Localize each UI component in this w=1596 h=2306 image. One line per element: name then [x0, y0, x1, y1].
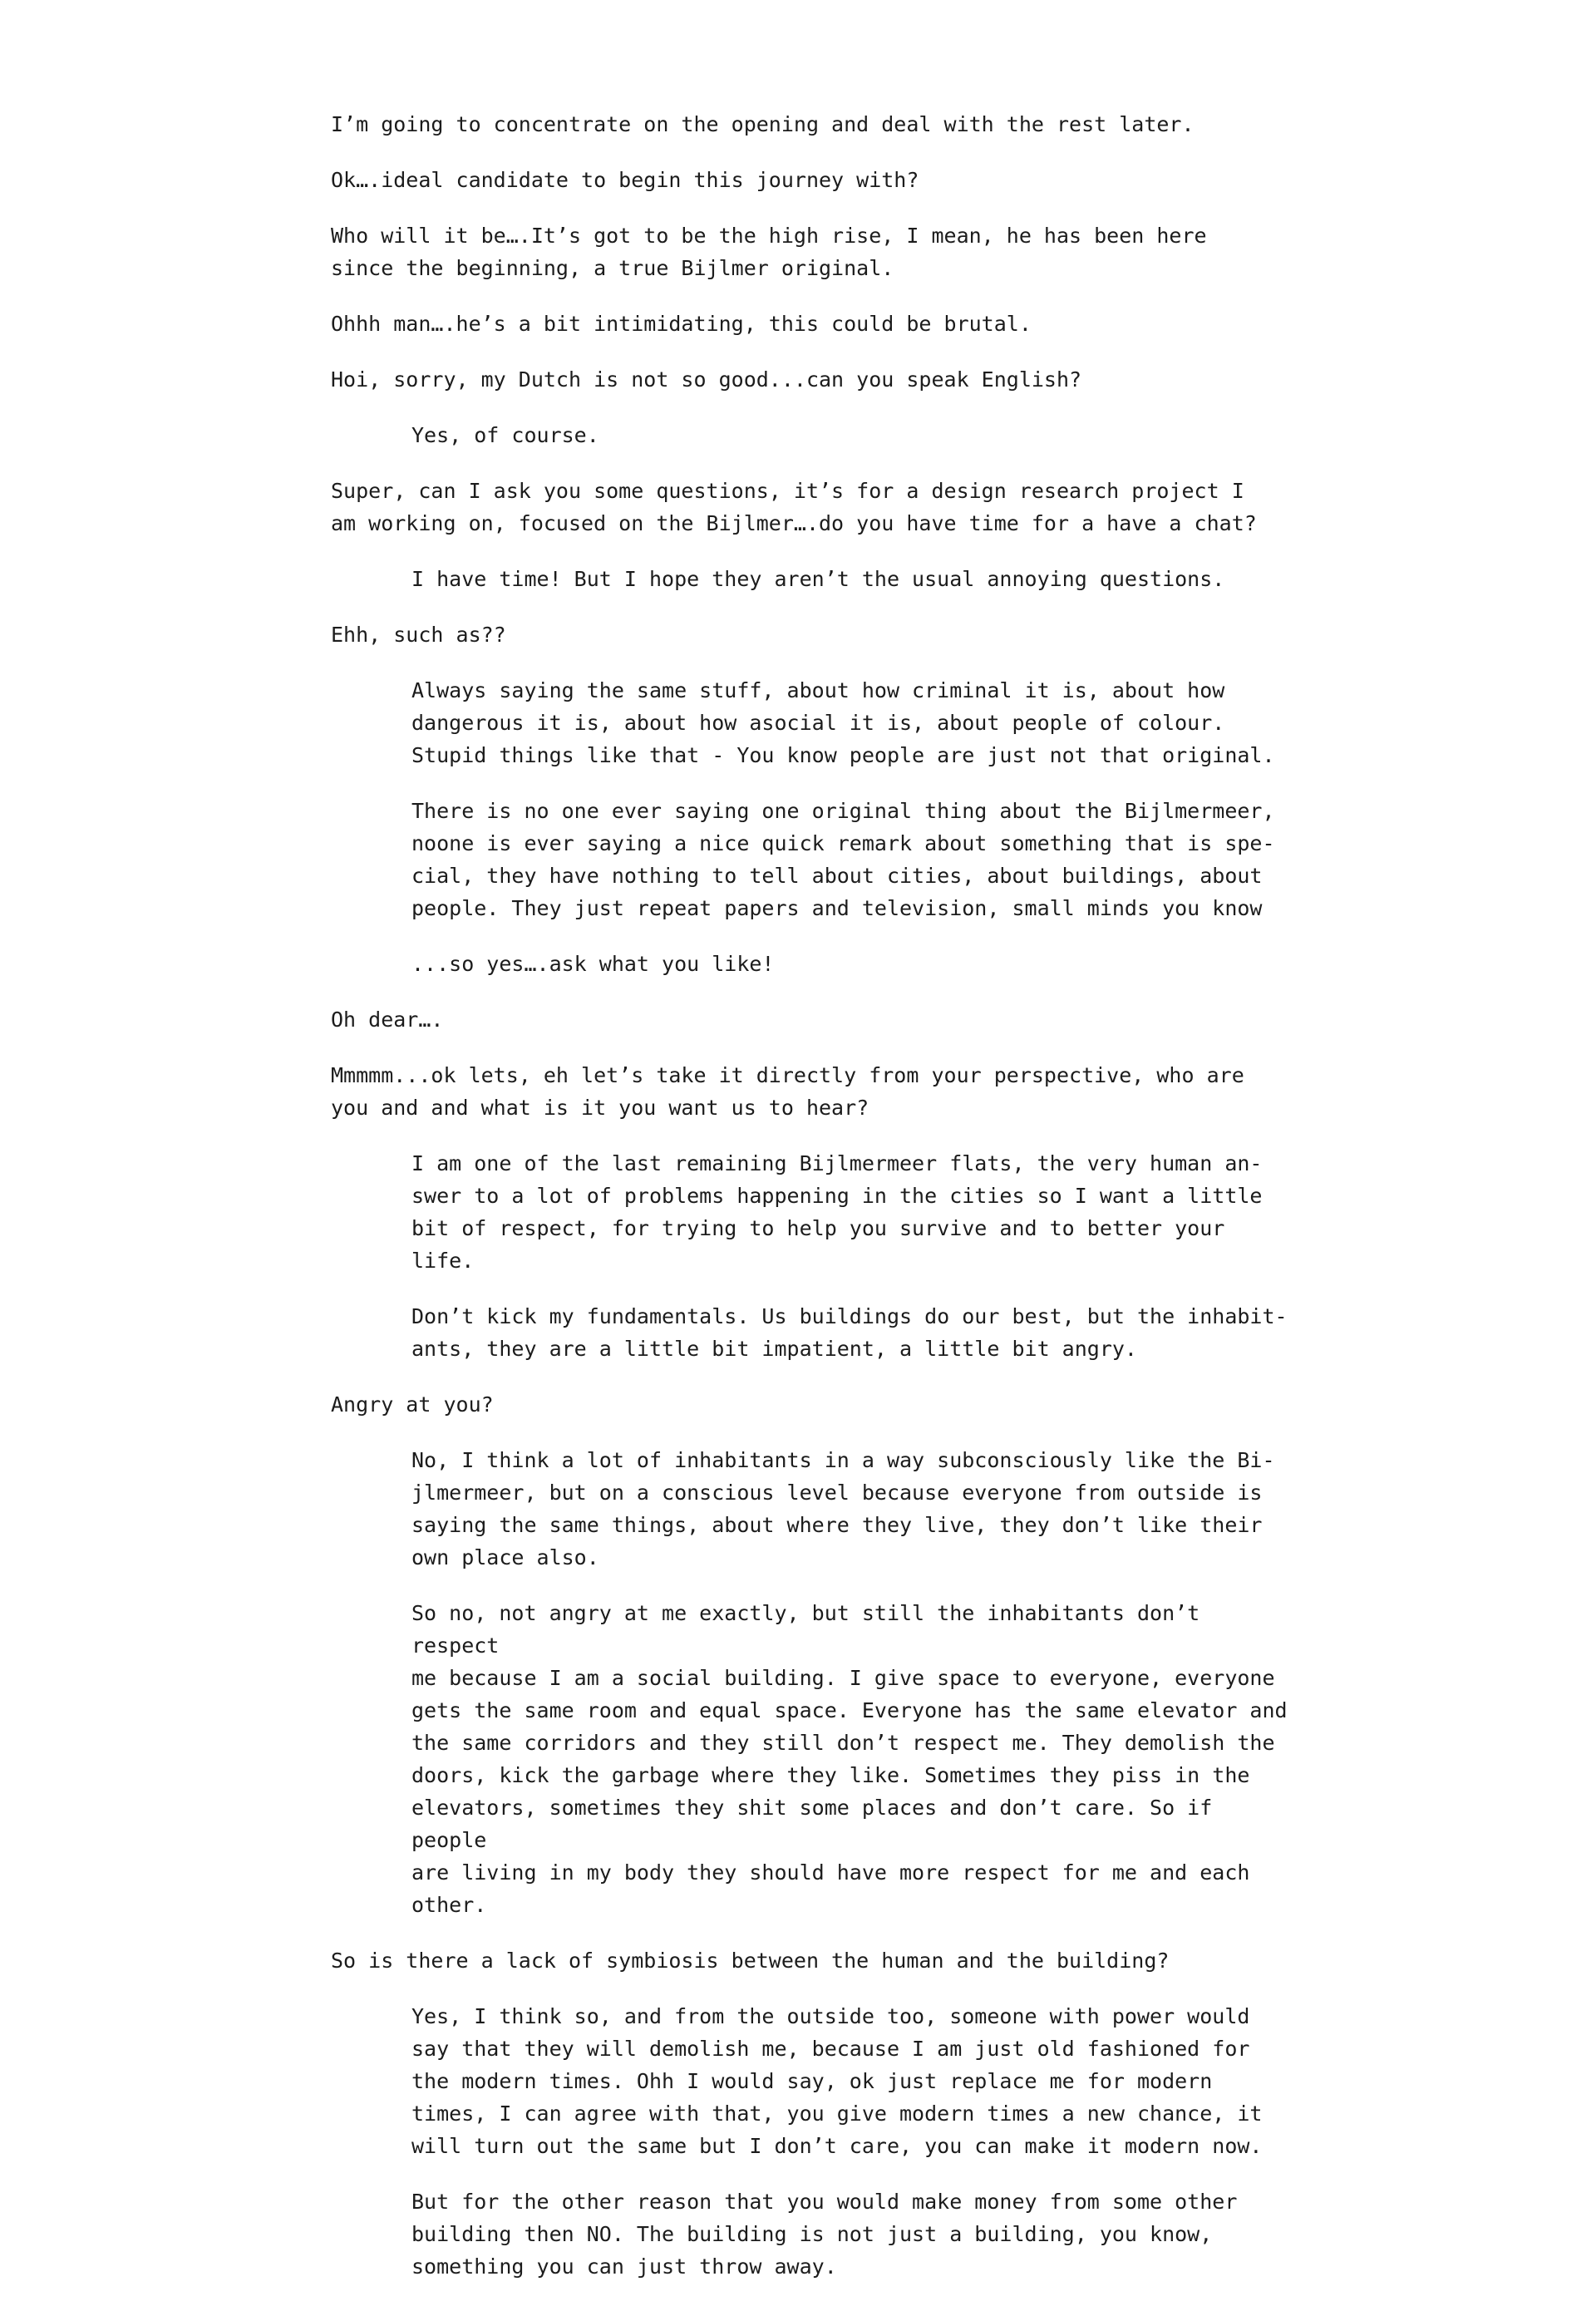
- building-reply: Don’t kick my fundamentals. Us buildings do our best, but the inhabit- ants, they are a little bit impatient, a little bit angry.: [411, 1304, 1288, 1361]
- narrator-line: Mmmmm...ok lets, eh let’s take it directly from your perspective, who are you and and what is it you want us to hear?: [331, 1063, 1244, 1120]
- building-reply: No, I think a lot of inhabitants in a way subconsciously like the Bi- jlmermeer, but on a conscious level because everyone from outside is saying the same things, about where they live, they don’t like their own place also.: [411, 1448, 1275, 1569]
- building-reply: There is no one ever saying one original thing about the Bijlmermeer, noone is ever saying a nice quick remark about something that is spe- cial, they have nothing to tell about cities, about buildings, about people. They just repeat papers and television, small minds you know: [411, 799, 1275, 920]
- narrator-line: I’m going to concentrate on the opening and deal with the rest later.: [331, 112, 1195, 136]
- building-reply: So no, not angry at me exactly, but still the inhabitants don’t respect me because I am a social building. I give space to everyone, everyone gets the same room and equal space. Everyone has the same elevator and the same corridors and they still don’t respect me. They demolish the doors, kick the garbage where they like. Sometimes they piss in the elevators, sometimes they shit some places and don’t care. So if people are living in my body they should have more respect for me and each other.: [411, 1601, 1288, 1917]
- narrator-line: Ok….ideal candidate to begin this journey with?: [331, 168, 919, 192]
- building-reply: Yes, I think so, and from the outside too, someone with power would say that they will demolish me, because I am just old fashioned for the modern times. Ohh I would say, ok just replace me for modern times, I can agree with that, you give modern times a new chance, it will turn out the same but I don’t care, you can make it modern now.: [411, 2004, 1263, 2158]
- building-reply: I am one of the last remaining Bijlmermeer flats, the very human an- swer to a lot of problems happening in the cities so I want a little bit of respect, for trying to help you survive and to better your life.: [411, 1151, 1263, 1273]
- narrator-line: So is there a lack of symbiosis between the human and the building?: [331, 1949, 1170, 1973]
- narrator-line: Hoi, sorry, my Dutch is not so good...can you speak English?: [331, 367, 1082, 392]
- building-reply: Yes, of course.: [411, 423, 599, 447]
- narrator-line: Angry at you?: [331, 1392, 494, 1417]
- narrator-line: Ohhh man….he’s a bit intimidating, this could be brutal.: [331, 312, 1032, 336]
- interview-text-column: [331, 108, 1295, 2306]
- building-reply: But for the other reason that you would make money from some other building then NO. The building is not just a building, you know, something you can just throw away.: [411, 2190, 1238, 2279]
- building-reply: Always saying the same stuff, about how criminal it is, about how dangerous it is, about how asocial it is, about people of colour. Stupid things like that - You know people are just not that original.: [411, 678, 1275, 767]
- narrator-line: Oh dear….: [331, 1008, 444, 1032]
- building-reply: ...so yes….ask what you like!: [411, 952, 775, 976]
- narrator-line: Who will it be….It’s got to be the high rise, I mean, he has been here since the beginning, a true Bijlmer original.: [331, 224, 1207, 280]
- narrator-line: Super, can I ask you some questions, it’s for a design research project I am working on, focused on the Bijlmer….do you have time for a have a chat?: [331, 479, 1257, 535]
- building-reply: I have time! But I hope they aren’t the usual annoying questions.: [411, 567, 1225, 591]
- narrator-line: Ehh, such as??: [331, 623, 506, 647]
